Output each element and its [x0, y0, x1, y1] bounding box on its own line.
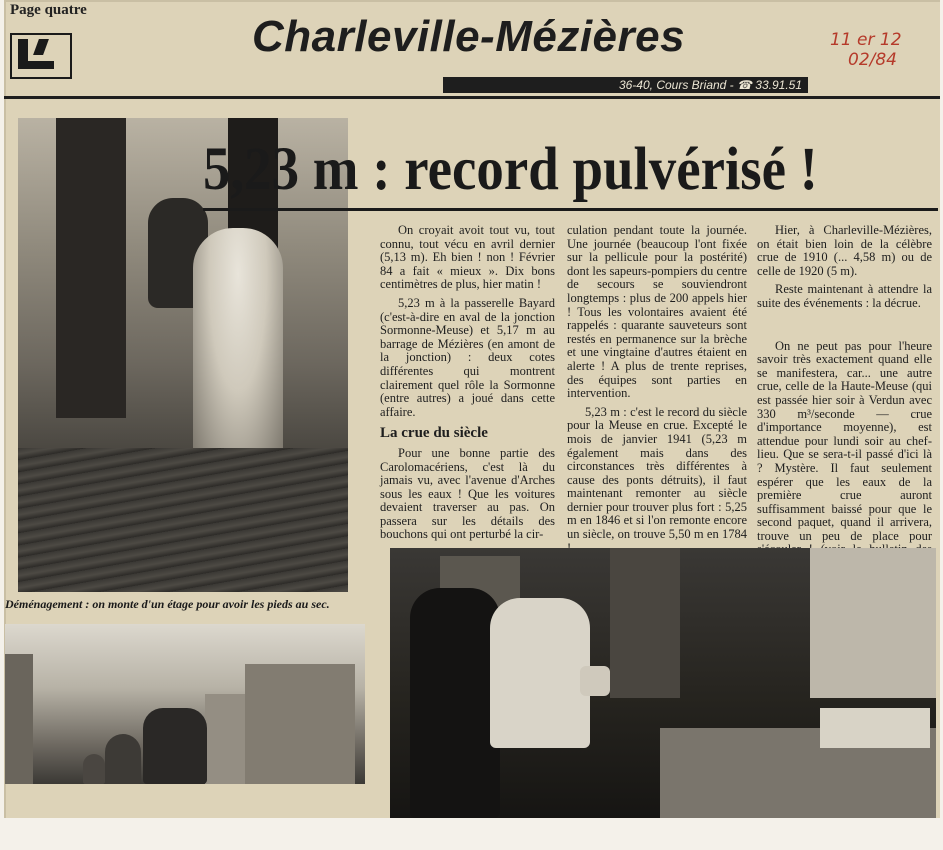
headline-underline [203, 208, 938, 211]
subheading: La crue du siècle [380, 425, 488, 442]
window [810, 548, 936, 698]
person-in-raincoat [193, 228, 283, 458]
handwritten-date-note [830, 30, 930, 70]
page-label: Page quatre [10, 2, 87, 18]
section-city-title: Charleville-Mézières [252, 12, 686, 61]
paragraph: culation pendant toute la journée. Une journée (beaucoup l'ont fixée sur la pellicule pour la postérité) dont les sapeurs-pompiers du centre de secours se souviendront longtemps : plus de 200 appels hier ! Tous les volontaires avaient été rappelés : quarante sauveteurs sont restés en permanence sur la brèche et une vingtaine d'autres étaient en alerte ! A plus de trente reprises, des équipes sont parties en intervention. [567, 223, 747, 401]
flood-water [18, 448, 348, 592]
paragraph: Hier, à Charleville-Mézières, on était bien loin de la célèbre crue de 1910 (... 4,58 m) ou de celle de 1920 (5 m). [757, 223, 932, 278]
door-frame [56, 118, 126, 418]
cabinet [610, 548, 680, 698]
paragraph: Pour une bonne partie des Carolomacériens, c'est là du jamais vu, avec l'avenue d'Arches sous les eaux ! Que les voitures devaient traverser au pas. On passera sur les détails des bouchons qui ont perturbé la cir- [380, 445, 555, 542]
building [245, 664, 355, 784]
lamp [580, 666, 610, 696]
article-column-1 [380, 224, 555, 547]
paragraph: On ne peut pas pour l'heure savoir très exactement quand elle se manifestera, car... une autre crue, celle de la Haute-Meuse (qui est passée hier soir à Verdun avec 330 m³/seconde — crue d'importance moyenne), est attendue pour lundi soir au chef-lieu. Que se sera-t-il passé d'ici là ? Mystère. Il faut seulement espérer que les eaux de la première crue auront suffisamment baissé pour que le second paquet, quand il arrivera, trouve un peu de place pour [757, 338, 932, 543]
woman-in-chair [490, 598, 590, 748]
pedestrian [105, 734, 141, 784]
photo-caption: Déménagement : on monte d'un étage pour avoir les pieds au sec. [5, 597, 330, 611]
paragraph: 5,23 m à la passerelle Bayard (c'est-à-dire en aval de la jonction Sormonne-Meuse) et 5,17 m au barrage de Mézières (en amont de la jonction) : deux cotes différentes qui montrent clairement quel rôle la Sormonne (entre autres) a joué dans cette affaire. [380, 295, 555, 419]
building [205, 694, 245, 784]
handwritten-line-2: 02/84 [848, 50, 897, 70]
article-column-2 [567, 224, 747, 560]
newspaper-logo [10, 33, 72, 79]
pedestrian [143, 708, 207, 784]
headline: 5,23 m : record pulvérisé ! [203, 136, 818, 203]
address-bar: 36-40, Cours Briand - ☎ 33.91.51 [443, 77, 808, 93]
article-column-3 [757, 224, 932, 576]
interior-photo [390, 548, 936, 818]
handwritten-line-1: 11 er 12 [830, 30, 902, 50]
paragraph: 5,23 m : c'est le record du siècle pour la Meuse en crue. Excepté le mois de janvier 1941 (5,23 m également mais dans des circonstances très différentes à cause des ponts détruits), il faut maintenant remonter au siècle dernier pour trouver plus fort : 5,25 m en 1846 et si l'on remonte encore un siècle, on trouve 5,50 m en 1784 [567, 404, 747, 542]
paragraph: Reste maintenant à attendre la suite des événements : la décrue. [757, 282, 932, 310]
man-in-coat [410, 588, 500, 818]
street-photo [5, 624, 365, 784]
building [5, 654, 33, 784]
column-gap [757, 316, 932, 340]
header-rule [4, 96, 940, 99]
paragraph: On croyait avoit tout vu, tout connu, tout vécu en avril dernier (5,13 m). Eh bien ! non ! Février 84 a fait « mieux ». Dix bons centimètres de plus, hier matin ! [380, 223, 555, 292]
radio-set [820, 708, 930, 748]
pedestrian [83, 754, 105, 784]
